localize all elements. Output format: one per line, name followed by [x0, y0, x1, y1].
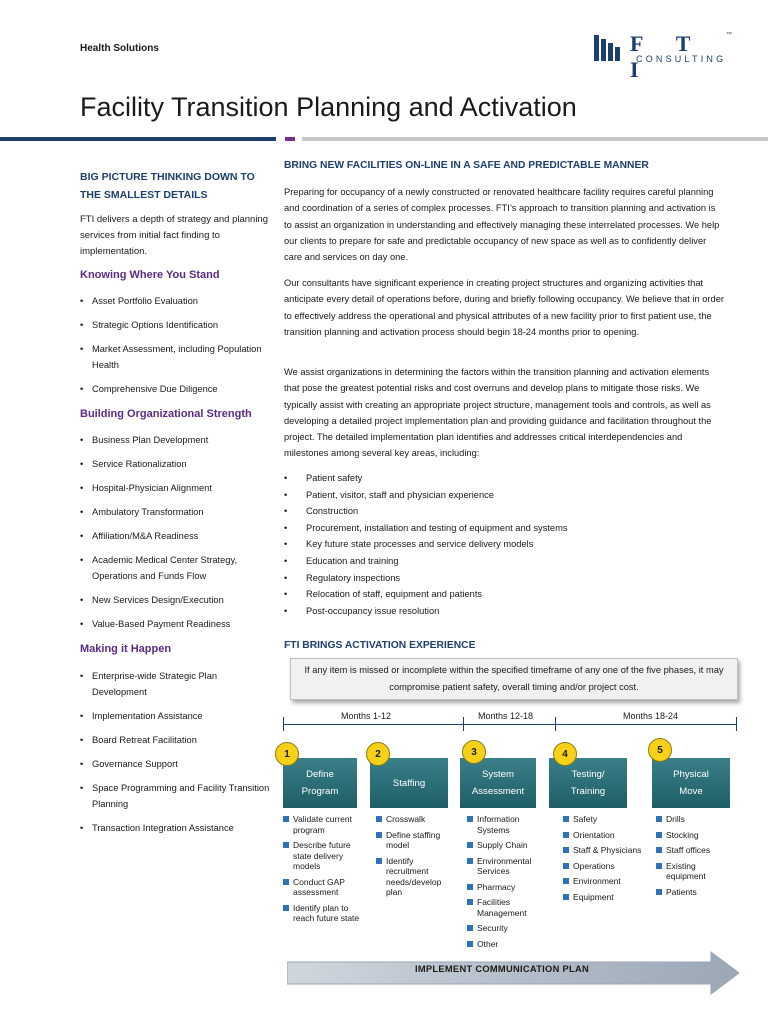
list-item: • Academic Medical Center Strategy, Operations and Funds Flow	[80, 552, 270, 584]
list-item: • Enterprise-wide Strategic Plan Development	[80, 668, 270, 700]
fti-logo	[594, 31, 744, 82]
list-item: • Service Rationalization	[80, 456, 270, 472]
title-rule-gray	[302, 137, 768, 141]
list-item: Validate current program	[283, 814, 363, 835]
list-item: • Comprehensive Due Diligence	[80, 381, 270, 397]
phase-number-badge: 1	[275, 742, 299, 766]
left-intro: FTI delivers a depth of strategy and planning services from initial fact finding to implementation.	[80, 214, 269, 257]
list-item: Define staffing model	[376, 830, 456, 851]
list-item: Operations	[563, 861, 643, 872]
phase-1-items	[283, 814, 363, 929]
list-item: • Regulatory inspections	[284, 570, 724, 587]
list-item: Environment	[563, 876, 643, 887]
timeline-tick	[283, 717, 284, 731]
phase-5-items	[656, 814, 736, 902]
section-title-making: Making it Happen	[80, 643, 172, 655]
list-item: • Education and training	[284, 553, 724, 570]
list-item: • Value-Based Payment Readiness	[80, 616, 270, 632]
list-item: • Asset Portfolio Evaluation	[80, 293, 270, 309]
list-item: Pharmacy	[467, 882, 547, 893]
list-item: • Ambulatory Transformation	[80, 504, 270, 520]
list-item: Existing equipment	[656, 861, 736, 882]
list-item: Identify recruitment needs/develop plan	[376, 856, 456, 898]
list-item: • Procurement, installation and testing of equipment and systems	[284, 520, 724, 537]
phase-label: Testing/ Training	[570, 769, 606, 797]
timeline-label: Months 12-18	[475, 711, 536, 721]
timeline-tick	[555, 717, 556, 731]
list-item: • Key future state processes and service delivery models	[284, 536, 724, 553]
phase-label: System Assessment	[471, 769, 525, 797]
list-item: • Patient, visitor, staff and physician experience	[284, 487, 724, 504]
list-item: Identify plan to reach future state	[283, 903, 363, 924]
paragraph-3: We assist organizations in determining the factors within the transition planning and activation elements that pose the greatest potential risks and cost overruns and develop plans to mitigate those risks. We typically assist with creating an appropriate project structure, management tools and controls, as well as developing a detailed project implementation plan and providing guidance and facilitation throughout the project. The detailed implementation plan identifies and addresses critical interdependencies and milestones among several key areas, including:	[284, 367, 712, 459]
timeline	[283, 712, 737, 736]
list-item: • Construction	[284, 503, 724, 520]
phase-label: Physical Move	[673, 769, 709, 797]
list-item: • Affiliation/M&A Readiness	[80, 528, 270, 544]
paragraph-1: Preparing for occupancy of a newly constructed or renovated healthcare facility requires careful planning and coordination of a series of complex processes. FTI’s approach to transition planning and activation is to assist an organization in understanding and effectively managing these interrelated processes. We help our clients to prepare for safe and predictable occupancy of new space as well as to confidently deliver care and services on day one.	[284, 187, 720, 263]
phase-number-badge: 2	[366, 742, 390, 766]
list-item: • Strategic Options Identification	[80, 317, 270, 333]
list-item: Environmental Services	[467, 856, 547, 877]
timeline-label: Months 18-24	[620, 711, 681, 721]
logo-text: F T I	[630, 31, 705, 82]
list-knowing	[80, 293, 270, 405]
list-item: Drills	[656, 814, 736, 825]
list-item: • Implementation Assistance	[80, 708, 270, 724]
phase-box-staffing	[370, 758, 448, 808]
list-item: Facilities Management	[467, 897, 547, 918]
phase-box-physical-move	[652, 758, 730, 808]
activation-heading: FTI BRINGS ACTIVATION EXPERIENCE	[284, 640, 476, 651]
page-title: Facility Transition Planning and Activation	[80, 92, 577, 122]
list-item: • Board Retreat Facilitation	[80, 732, 270, 748]
list-item: • New Services Design/Execution	[80, 592, 270, 608]
list-item: • Patient safety	[284, 470, 724, 487]
list-item: Crosswalk	[376, 814, 456, 825]
list-building	[80, 432, 270, 640]
phase-4-items	[563, 814, 643, 907]
list-item: • Relocation of staff, equipment and patients	[284, 586, 724, 603]
list-item: Orientation	[563, 830, 643, 841]
list-item: Supply Chain	[467, 840, 547, 851]
title-rule-navy	[0, 137, 276, 141]
list-item: Information Systems	[467, 814, 547, 835]
list-item: Equipment	[563, 892, 643, 903]
list-item: Conduct GAP assessment	[283, 877, 363, 898]
logo-trademark: ™	[726, 32, 732, 38]
phase-number-badge: 4	[553, 742, 577, 766]
timeline-tick	[736, 717, 737, 731]
callout-box: If any item is missed or incomplete within the specified timeframe of any one of the five phases, it may compromise patient safety, overall timing and/or project cost.	[290, 658, 738, 700]
list-item: Security	[467, 923, 547, 934]
list-item: • Hospital-Physician Alignment	[80, 480, 270, 496]
timeline-tick	[463, 717, 464, 731]
list-item: Stocking	[656, 830, 736, 841]
list-item: Staff & Physicians	[563, 845, 643, 856]
communication-banner-label: IMPLEMENT COMMUNICATION PLAN	[414, 964, 589, 974]
list-item: • Transaction Integration Assistance	[80, 820, 270, 836]
logo-subtext: CONSULTING	[636, 54, 727, 64]
right-heading: BRING NEW FACILITIES ON-LINE IN A SAFE AND PREDICTABLE MANNER	[284, 160, 649, 171]
phase-number-badge: 3	[462, 740, 486, 764]
list-item: Staff offices	[656, 845, 736, 856]
list-item: Other	[467, 939, 547, 950]
list-item: Describe future state delivery models	[283, 840, 363, 872]
timeline-label: Months 1-12	[338, 711, 394, 721]
list-item: Patients	[656, 887, 736, 898]
phase-number-badge: 5	[648, 738, 672, 762]
list-item: • Space Programming and Facility Transition Planning	[80, 780, 270, 812]
list-item: Safety	[563, 814, 643, 825]
section-title-building: Building Organizational Strength	[80, 408, 252, 420]
list-item: • Governance Support	[80, 756, 270, 772]
section-title-knowing: Knowing Where You Stand	[80, 269, 220, 281]
timeline-line	[283, 724, 737, 725]
list-making	[80, 668, 270, 844]
division-label: Health Solutions	[80, 43, 159, 54]
phase-2-items	[376, 814, 456, 903]
phase-3-items	[467, 814, 547, 954]
phase-box-define-program	[283, 758, 357, 808]
list-item: • Business Plan Development	[80, 432, 270, 448]
title-rule-accent	[285, 137, 295, 141]
phase-label: Staffing	[392, 777, 426, 789]
left-heading: BIG PICTURE THINKING DOWN TO THE SMALLEST DETAILS	[80, 171, 255, 201]
paragraph-2: Our consultants have significant experience in creating project structures and organizing activities that anticipate every detail of operations before, during and briefly following occupancy. We believe that in order to effectively address the operational and physical attributes of a new facility prior to first patient use, the transition planning and activation process should begin 18-24 months prior to opening.	[284, 278, 724, 337]
key-areas-list	[284, 470, 724, 619]
logo-bars-icon	[594, 35, 624, 61]
list-item: • Market Assessment, including Population Health	[80, 341, 270, 373]
phase-label: Define Program	[301, 769, 339, 797]
list-item: • Post-occupancy issue resolution	[284, 603, 724, 620]
phase-box-system-assessment	[460, 758, 536, 808]
